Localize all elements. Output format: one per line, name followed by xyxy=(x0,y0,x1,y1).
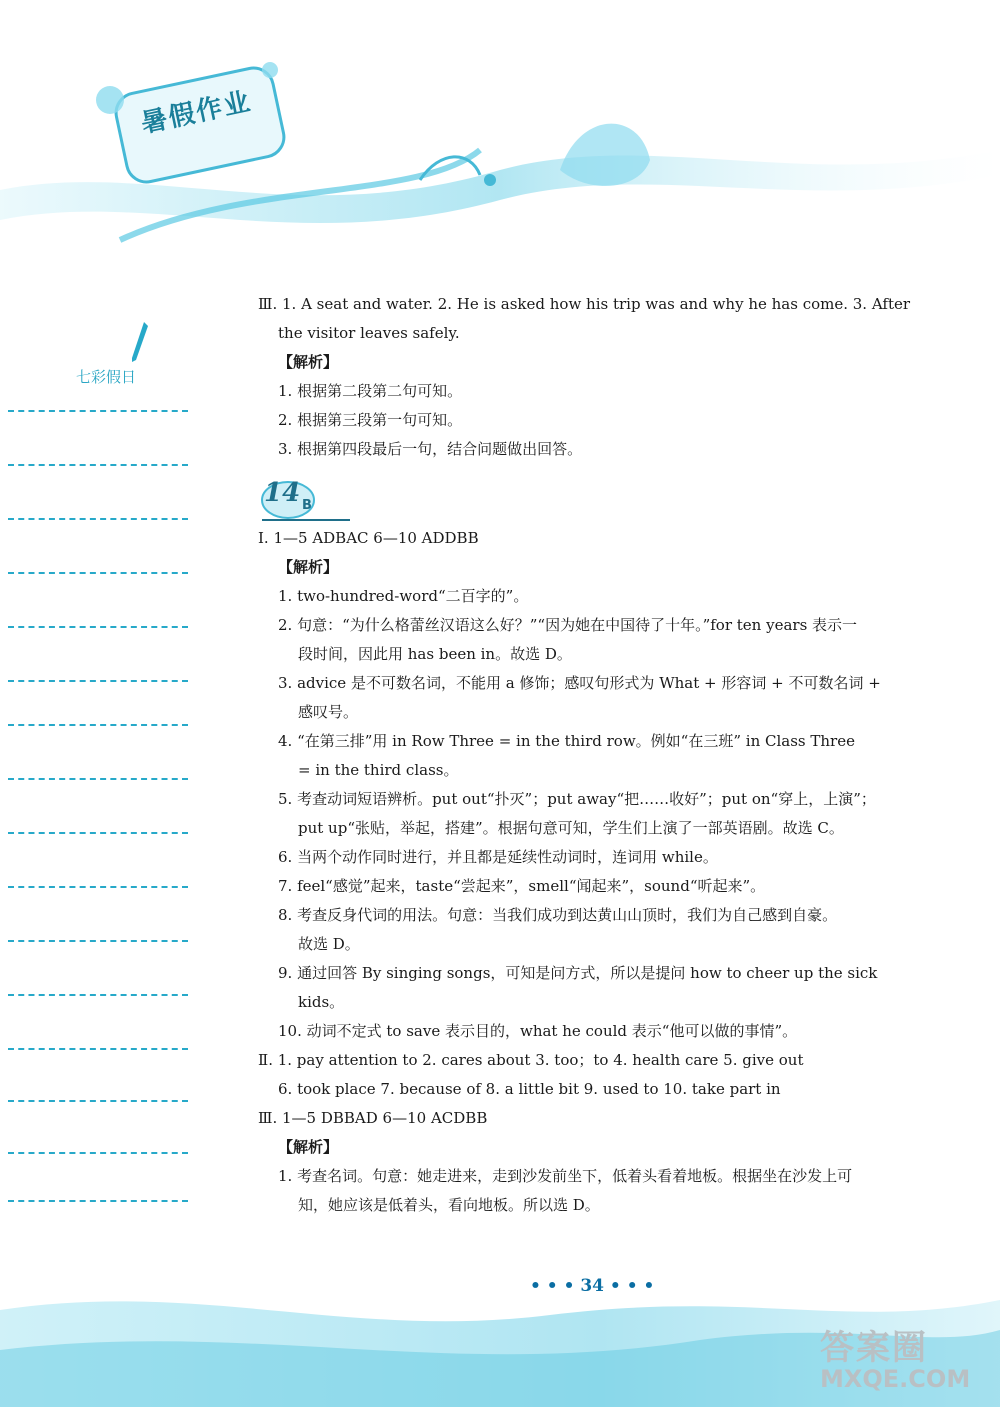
note-line xyxy=(8,464,188,466)
answer-line: 1. two-hundred-word“二百字的”。 xyxy=(278,587,529,605)
note-line xyxy=(8,940,188,942)
answer-line: put up“张贴，举起，搭建”。根据句意可知，学生们上演了一部英语剧。故选 C。 xyxy=(298,819,844,837)
answer-line: 8. 考查反身代词的用法。句意：当我们成功到达黄山山顶时，我们为自己感到自豪。 xyxy=(278,906,838,924)
answer-line: 2. 句意：“为什么格蕾丝汉语这么好？”“因为她在中国待了十年。”for ten years 表示一 xyxy=(278,616,858,634)
answer-line: 3. 根据第四段最后一句，结合问题做出回答。 xyxy=(278,440,583,458)
answer-line: 1. 根据第二段第二句可知。 xyxy=(278,382,463,400)
banner-title: 暑假作业 xyxy=(138,86,255,140)
answer-line: 2. 根据第三段第一句可知。 xyxy=(278,411,463,429)
answer-line: the visitor leaves safely. xyxy=(278,324,460,342)
answer-line: Ⅲ. 1—5 DBBAD 6—10 ACDBB xyxy=(258,1109,488,1127)
note-line xyxy=(8,680,188,682)
answer-line: Ⅲ. 1. A seat and water. 2. He is asked how his trip was and why he has come. 3. After xyxy=(258,295,911,313)
unit-letter: B xyxy=(302,498,312,513)
analysis-heading: 【解析】 xyxy=(278,558,339,576)
note-line xyxy=(8,1048,188,1050)
answer-line: 9. 通过回答 By singing songs，可知是问方式，所以是提问 how to cheer up the sick xyxy=(278,964,878,982)
answer-line: 1. 考查名词。句意：她走进来，走到沙发前坐下，低着头看着地板。根据坐在沙发上可 xyxy=(278,1167,853,1185)
pen-icon xyxy=(130,320,150,364)
answer-line: 4. “在第三排”用 in Row Three = in the third row。例如“在三班” in Class Three xyxy=(278,732,855,750)
answer-line: Ⅰ. 1—5 ADBAC 6—10 ADDBB xyxy=(258,529,479,547)
page-number: • • • 34 • • • xyxy=(530,1276,655,1296)
analysis-heading: 【解析】 xyxy=(278,353,339,371)
note-line xyxy=(8,572,188,574)
answer-line: 10. 动词不定式 to save 表示目的，what he could 表示“他可以做的事情”。 xyxy=(278,1022,798,1040)
note-line xyxy=(8,886,188,888)
watermark-cn: 答案圈 xyxy=(820,1328,928,1368)
answer-line: 段时间，因此用 has been in。故选 D。 xyxy=(298,645,572,663)
note-line xyxy=(8,518,188,520)
answer-line: 3. advice 是不可数名词，不能用 a 修饰；感叹句形式为 What + 形容词 + 不可数名词 + xyxy=(278,674,881,692)
answer-line: 5. 考查动词短语辨析。put out“扑灭”；put away“把……收好”；put on“穿上，上演”； xyxy=(278,790,876,808)
watermark xyxy=(820,1320,970,1393)
note-line xyxy=(8,626,188,628)
note-line xyxy=(8,832,188,834)
note-line xyxy=(8,724,188,726)
note-line xyxy=(8,410,188,412)
answer-line: 知，她应该是低着头，看向地板。所以选 D。 xyxy=(298,1196,600,1214)
note-line xyxy=(8,1100,188,1102)
note-line xyxy=(8,994,188,996)
note-line xyxy=(8,1152,188,1154)
analysis-heading: 【解析】 xyxy=(278,1138,339,1156)
sidebar-label: 七彩假日 xyxy=(76,368,137,386)
note-line xyxy=(8,1200,188,1202)
watermark-en: MXQE.COM xyxy=(820,1365,971,1393)
answer-line: 故选 D。 xyxy=(298,935,360,953)
unit-number: 14 xyxy=(264,478,301,508)
answer-line: Ⅱ. 1. pay attention to 2. cares about 3. too；to 4. health care 5. give out xyxy=(258,1051,804,1069)
note-line xyxy=(8,778,188,780)
answer-line: 7. feel“感觉”起来，taste“尝起来”，smell“闻起来”，sound“听起来”。 xyxy=(278,877,766,895)
answer-line: 6. took place 7. because of 8. a little bit 9. used to 10. take part in xyxy=(278,1080,781,1098)
answer-line: 6. 当两个动作同时进行，并且都是延续性动词时，连词用 while。 xyxy=(278,848,718,866)
answer-line: kids。 xyxy=(298,993,345,1011)
answer-line: 感叹号。 xyxy=(298,703,359,721)
answer-line: = in the third class。 xyxy=(298,761,459,779)
